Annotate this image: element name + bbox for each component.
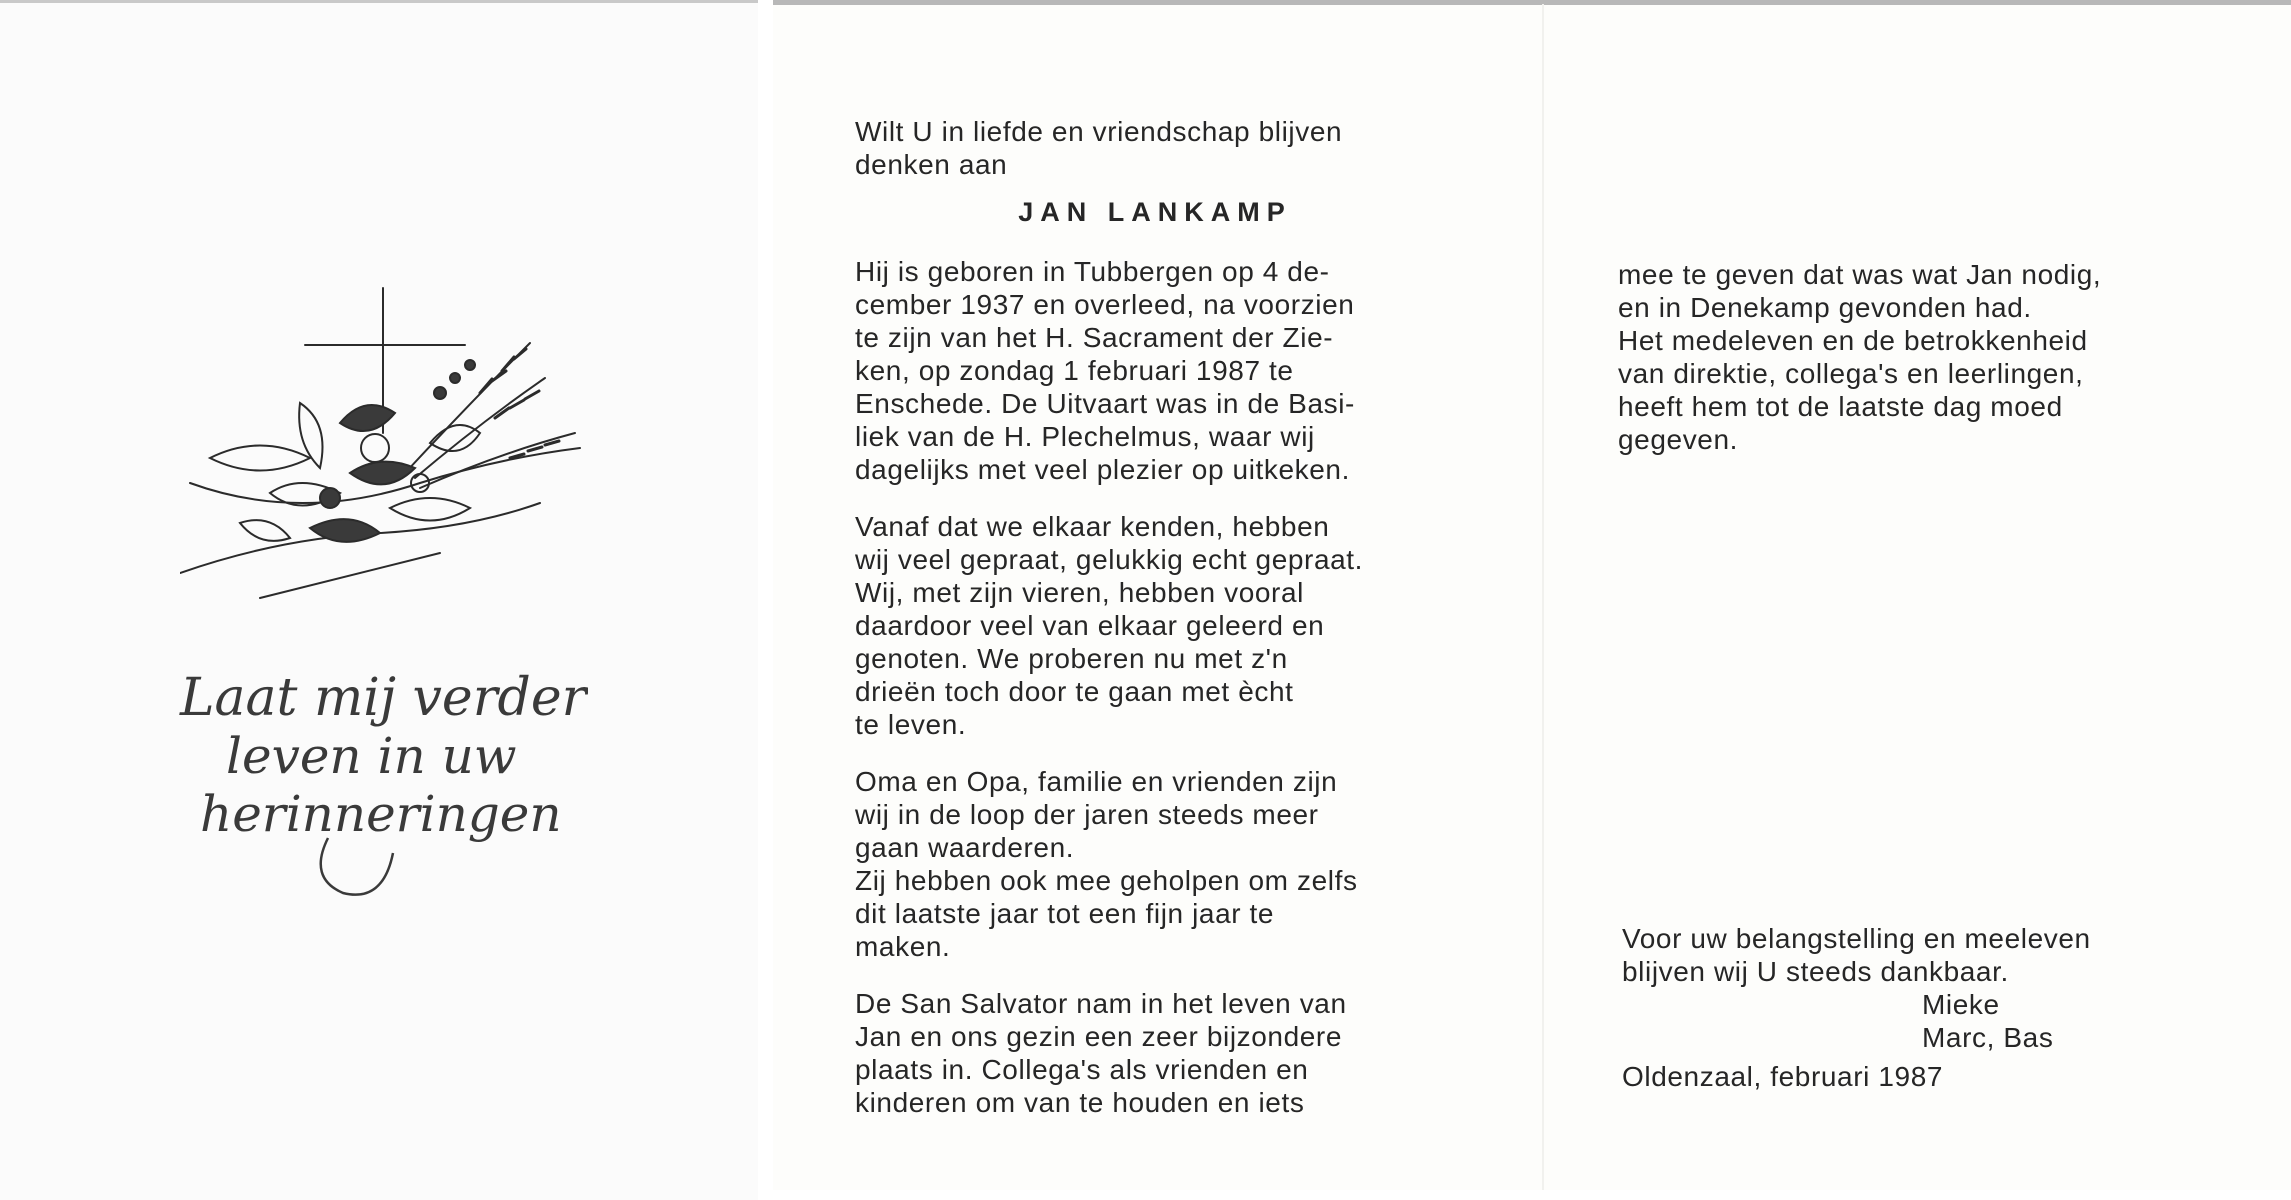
intro-paragraph <box>855 115 1445 181</box>
card-gap <box>758 0 773 1200</box>
text-line: ken, op zondag 1 februari 1987 te <box>855 355 1294 386</box>
text-line: mee te geven dat was wat Jan nodig, <box>1618 259 2102 290</box>
intro-line: denken aan <box>855 149 1008 180</box>
place-date: Oldenzaal, februari 1987 <box>1622 1061 1944 1092</box>
calligraphy-line-2: leven in uw <box>226 727 517 785</box>
deceased-name: JAN LANKAMP <box>1018 197 1292 227</box>
text-line: De San Salvator nam in het leven van <box>855 988 1347 1019</box>
family-paragraph <box>855 510 1445 741</box>
text-line: wij veel gepraat, gelukkig echt gepraat. <box>855 544 1364 575</box>
text-line: drieën toch door te gaan met ècht <box>855 676 1294 707</box>
text-line: gegeven. <box>1618 424 1739 455</box>
text-line: cember 1937 en overleed, na voorzien <box>855 289 1355 320</box>
text-line: te zijn van het H. Sacrament der Zie- <box>855 322 1334 353</box>
signature-name: Marc, Bas <box>1922 1022 2054 1053</box>
text-line: dit laatste jaar tot een fijn jaar te <box>855 898 1275 929</box>
text-line: Enschede. De Uitvaart was in de Basi- <box>855 388 1355 419</box>
card-front <box>0 0 758 1200</box>
intro-line: Wilt U in liefde en vriendschap blijven <box>855 116 1343 147</box>
text-line: plaats in. Collega's als vrienden en <box>855 1054 1309 1085</box>
birth-death-paragraph <box>855 255 1445 486</box>
text-line: daardoor veel van elkaar geleerd en <box>855 610 1325 641</box>
cross-with-flowers-and-wheat-icon <box>180 283 590 603</box>
text-line: Wij, met zijn vieren, hebben vooral <box>855 577 1304 608</box>
text-line: te leven. <box>855 709 967 740</box>
left-text-column <box>855 115 1445 1119</box>
relatives-paragraph <box>855 765 1445 963</box>
text-line: en in Denekamp gevonden had. <box>1618 292 2032 323</box>
text-line: Zij hebben ook mee geholpen om zelfs <box>855 865 1358 896</box>
text-line: Jan en ons gezin een zeer bijzondere <box>855 1021 1343 1052</box>
text-line: kinderen om van te houden en iets <box>855 1087 1305 1118</box>
card-fold <box>1542 4 1544 1190</box>
school-paragraph-continued <box>1618 258 2208 456</box>
right-text-column <box>1618 258 2208 456</box>
signature-name: Mieke <box>1922 989 2000 1020</box>
text-line: dagelijks met veel plezier op uitkeken. <box>855 454 1350 485</box>
closing-line: blijven wij U steeds dankbaar. <box>1622 956 2009 987</box>
text-line: heeft hem tot de laatste dag moed <box>1618 391 2063 422</box>
text-line: Oma en Opa, familie en vrienden zijn <box>855 766 1338 797</box>
text-line: Hij is geboren in Tubbergen op 4 de- <box>855 256 1330 287</box>
calligraphy-line-3: herinneringen <box>200 785 562 843</box>
text-line: maken. <box>855 931 951 962</box>
text-line: Het medeleven en de betrokkenheid <box>1618 325 2088 356</box>
text-line: gaan waarderen. <box>855 832 1075 863</box>
school-paragraph <box>855 987 1445 1119</box>
text-line: wij in de loop der jaren steeds meer <box>855 799 1319 830</box>
calligraphy-verse <box>168 653 588 913</box>
text-line: genoten. We proberen nu met z'n <box>855 643 1288 674</box>
text-line: liek van de H. Plechelmus, waar wij <box>855 421 1315 452</box>
closing-line: Voor uw belangstelling en meeleven <box>1622 923 2091 954</box>
text-line: van direktie, collega's en leerlingen, <box>1618 358 2084 389</box>
closing-block <box>1622 922 2222 1093</box>
calligraphy-line-1: Laat mij verder <box>180 668 587 728</box>
text-line: Vanaf dat we elkaar kenden, hebben <box>855 511 1330 542</box>
